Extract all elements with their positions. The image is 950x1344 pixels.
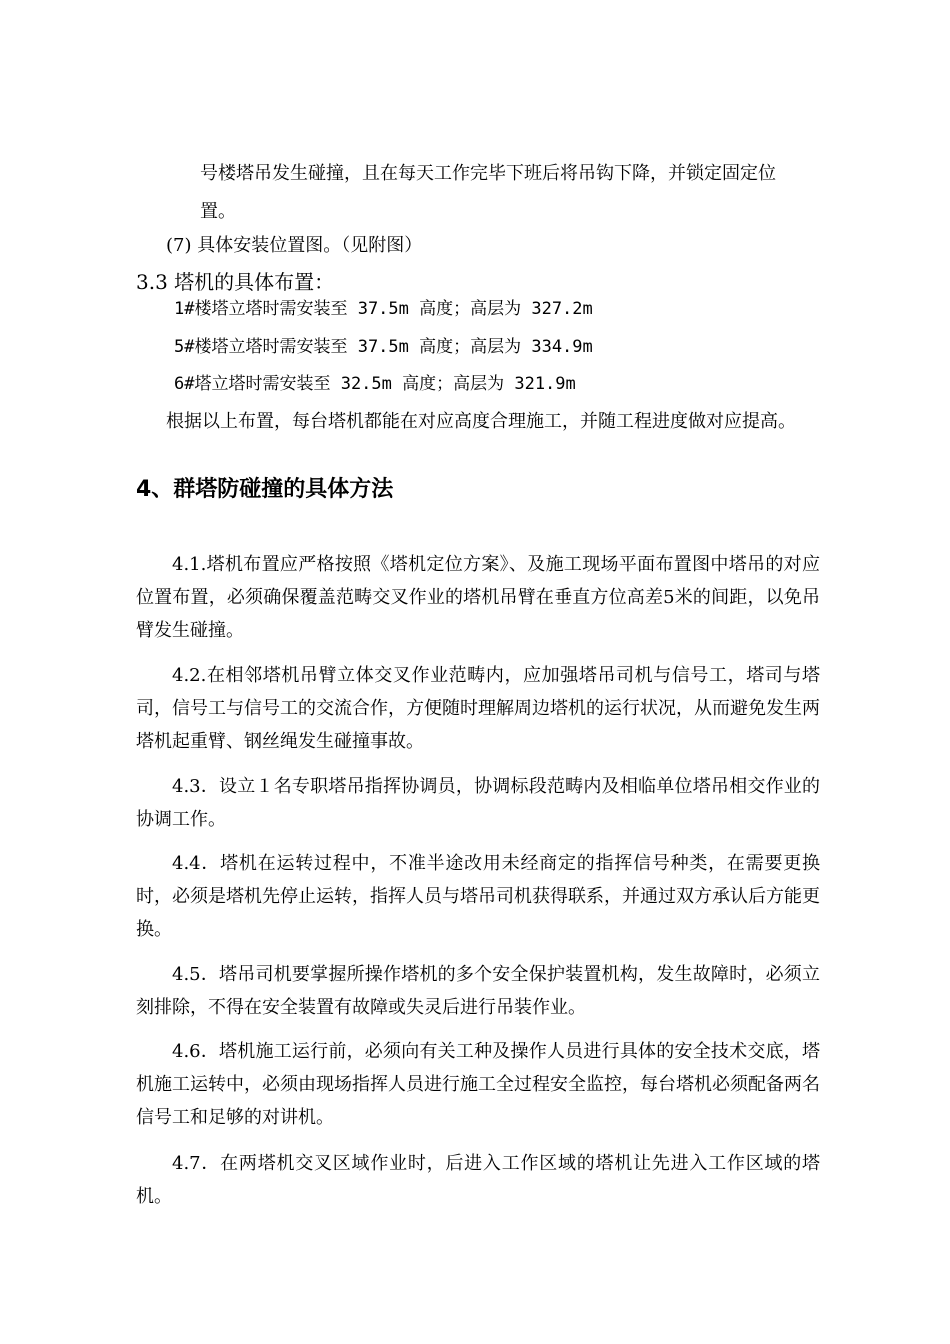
method-paragraph: 4.1.塔机布置应严格按照《塔机定位方案》、及施工现场平面布置图中塔吊的对应位置布置，必须确保覆盖范畴交叉作业的塔机吊臂在垂直方位高差5米的间距，以免吊臂发生碰撞。 (136, 554, 820, 641)
method-paragraph: 4.7．在两塔机交叉区域作业时，后进入工作区域的塔机让先进入工作区域的塔机。 (136, 1153, 820, 1207)
tower-layout-item: 6#塔立塔时需安装至 32.5m 高度；高层为 321.9m (174, 374, 576, 394)
method-paragraph: 4.4．塔机在运转过程中，不准半途改用未经商定的指挥信号种类，在需要更换时，必须是塔机先停止运转，指挥人员与塔吊司机获得联系，并通过双方承认后方能更换。 (136, 853, 820, 940)
section-4-title: 4、群塔防碰撞的具体方法 (136, 477, 394, 502)
section-3-3-title: 3.3 塔机的具体布置： (136, 270, 335, 294)
tower-layout-item: 5#楼塔立塔时需安装至 37.5m 高度；高层为 334.9m (174, 337, 593, 357)
method-paragraph: 4.2.在相邻塔机吊臂立体交叉作业范畴内，应加强塔吊司机与信号工，塔司与塔司，信号工与信号工的交流合作，方便随时理解周边塔机的运行状况，从而避免发生两塔机起重臂、钢丝绳发生碰撞事故。 (136, 665, 820, 752)
tower-layout-item: 1#楼塔立塔时需安装至 37.5m 高度；高层为 327.2m (174, 299, 593, 319)
method-paragraph: 4.5．塔吊司机要掌握所操作塔机的多个安全保护装置机构，发生故障时，必须立刻排除，不得在安全装置有故障或失灵后进行吊装作业。 (136, 964, 820, 1018)
continued-text-line-end: 置。 (200, 201, 236, 222)
list-item-7: (7) 具体安装位置图。（见附图） (166, 235, 423, 256)
method-paragraph: 4.6．塔机施工运行前，必须向有关工种及操作人员进行具体的安全技术交底，塔机施工运转中，必须由现场指挥人员进行施工全过程安全监控，每台塔机必须配备两名信号工和足够的对讲机。 (136, 1041, 820, 1128)
continued-text-line: 号楼塔吊发生碰撞，且在每天工作完毕下班后将吊钩下降，并锁定固定位 (200, 163, 776, 184)
method-paragraph: 4.3．设立１名专职塔吊指挥协调员，协调标段范畴内及相临单位塔吊相交作业的协调工作。 (136, 776, 820, 830)
layout-summary: 根据以上布置，每台塔机都能在对应高度合理施工，并随工程进度做对应提高。 (166, 411, 796, 432)
